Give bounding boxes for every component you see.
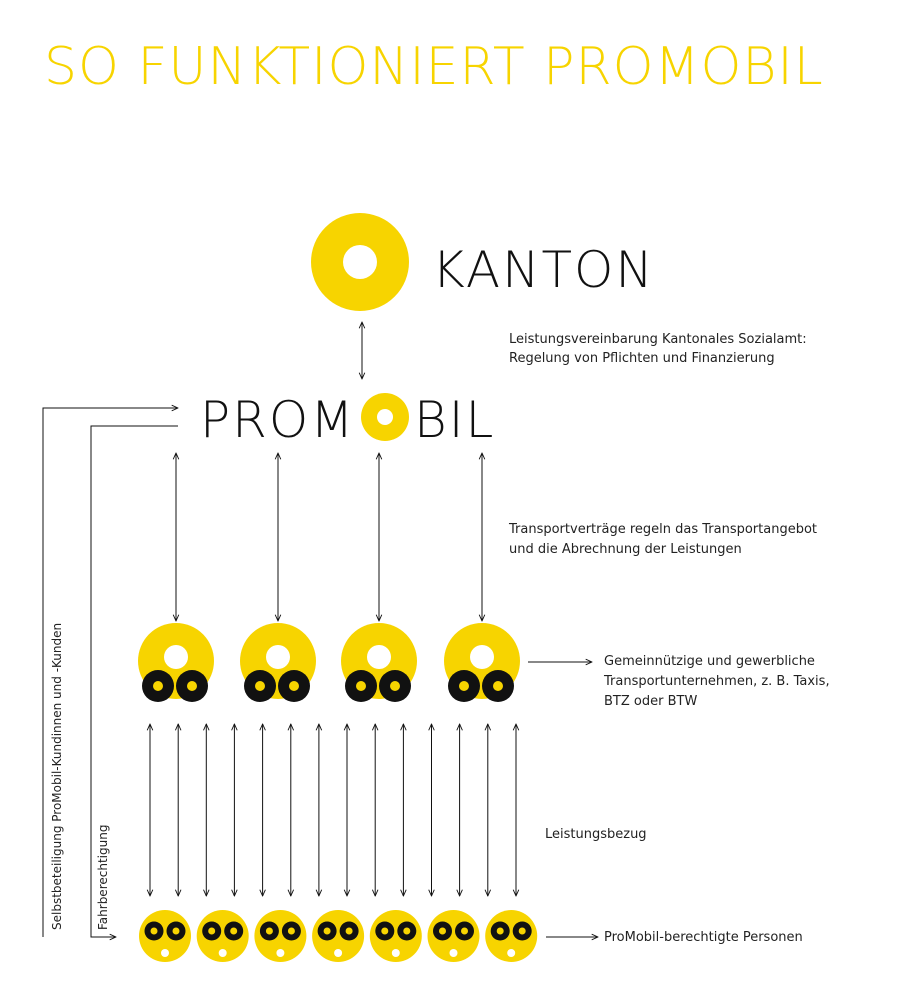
providers-line-3: BTZ oder BTW: [604, 694, 698, 709]
promobil-logo: [200, 391, 495, 449]
self-participation-label: Selbstbeteiligung ProMobil-Kundinnen und -Kunden: [50, 622, 64, 930]
person-icon: [254, 910, 306, 962]
contracts-line-1: Transportverträge regeln das Transportangebot: [509, 522, 818, 537]
entitlement-label: Fahrberechtigung: [96, 824, 110, 930]
promobil-o-icon: [361, 393, 409, 441]
person-icon: [139, 910, 191, 962]
provider-arrows: [176, 453, 482, 621]
person-icon: [197, 910, 249, 962]
contracts-line-2: und die Abrechnung der Leistungen: [509, 542, 742, 557]
service-arrows: [150, 724, 516, 896]
providers-line-1: Gemeinnützige und gewerbliche: [604, 654, 815, 669]
transport-provider-icon: [240, 623, 316, 702]
transport-provider-icon: [341, 623, 417, 702]
page-title: SO FUNKTIONIERT PROMOBIL: [44, 37, 824, 97]
agreement-line-2: Regelung von Pflichten und Finanzierung: [509, 351, 775, 366]
transport-provider-icon: [444, 623, 520, 702]
persons-label: ProMobil-berechtigte Personen: [604, 930, 803, 945]
person-icon: [370, 910, 422, 962]
agreement-line-1: Leistungsvereinbarung Kantonales Sozialamt:: [509, 332, 807, 347]
provider-icons: [138, 623, 520, 702]
person-icon: [485, 910, 537, 962]
service-label: Leistungsbezug: [545, 827, 647, 842]
promobil-suffix: BIL: [414, 391, 496, 449]
person-icon: [312, 910, 364, 962]
promobil-prefix: PROM: [200, 391, 356, 449]
kanton-icon: [311, 213, 409, 311]
providers-line-2: Transportunternehmen, z. B. Taxis,: [604, 674, 830, 689]
transport-provider-icon: [138, 623, 214, 702]
person-icon: [428, 910, 480, 962]
person-icons: [139, 910, 537, 962]
kanton-label: KANTON: [432, 241, 655, 299]
